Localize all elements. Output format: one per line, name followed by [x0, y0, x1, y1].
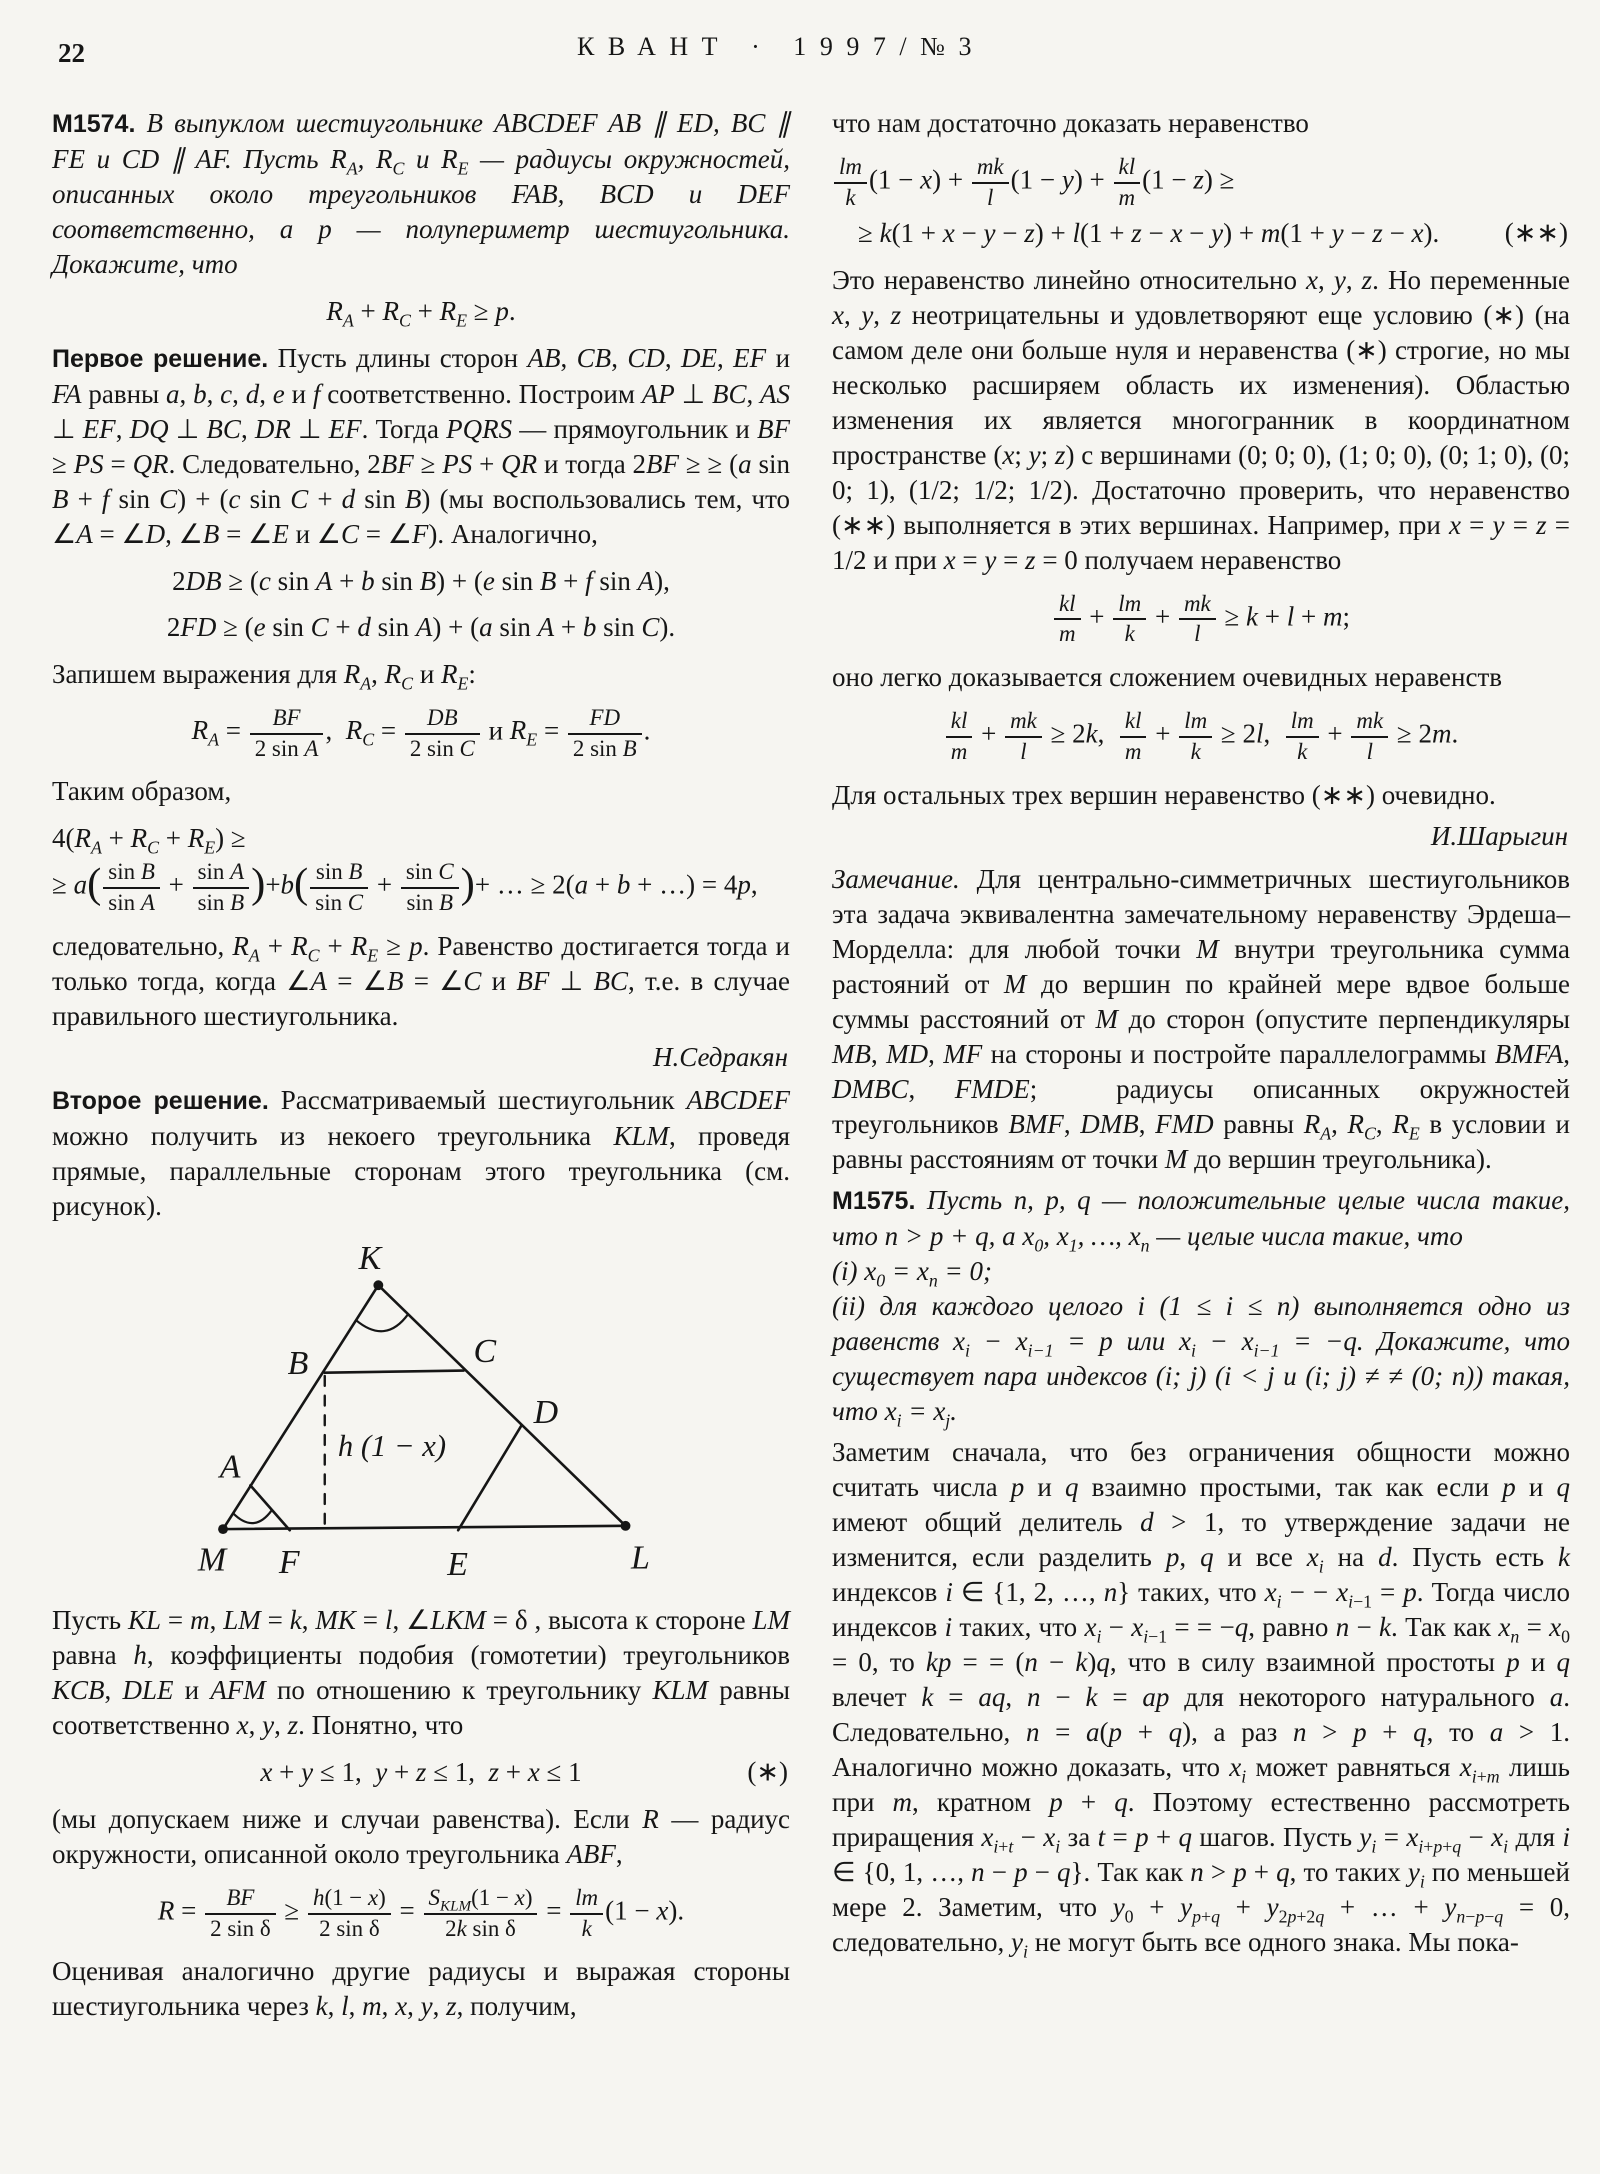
formula-2fd: 2FD ≥ (e sin C + d sin A) + (a sin A + b sin C).: [166, 611, 676, 642]
solution2-heading: Второе решение.: [52, 1086, 269, 1115]
label-B: B: [287, 1344, 309, 1382]
paragraph-ono-legko: оно легко доказывается сложением очевидных неравенств: [832, 662, 1503, 693]
solution1-heading: Первое решение.: [52, 344, 269, 373]
remark-label: Замечание.: [832, 863, 960, 894]
label-L: L: [631, 1539, 650, 1577]
author-signature-sharygin: И.Шарыгин: [1430, 820, 1568, 851]
formula-star-constraints: x + y ≤ 1, y + z ≤ 1, z + x ≤ 1 (∗): [260, 1756, 788, 1787]
journal-title: КВАНТ · 1997/№3: [577, 32, 985, 61]
paragraph-sledovatelno: следовательно, $R_A + R_C + R_E \ge p$. Равенство достигается тогда и только тогда, когда ∠A = ∠B = ∠C и BF ⊥ BC, т.е. в случае правильного шестиугольника.: [52, 930, 791, 1031]
label-F: F: [278, 1543, 300, 1581]
formula-ineq-line1: $\frac{lm}{k}$ (1 − x) + $\frac{mk}{l}$ (1 − y) + $\frac{kl}{m}$ (1 − z) ≥: [832, 154, 1570, 211]
formula-three-inequalities: $\frac{kl}{m}$ + $\frac{mk}{l}$ ≥ 2k, $\frac{kl}{m}$ + $\frac{lm}{k}$ ≥ 2l, $\frac{lm}{k}$ + $\frac{mk}{l}$ ≥ 2m.: [832, 708, 1570, 765]
problem-m1575-statement: М1575. Пусть n, p, q — положительные целые числа такие, что n > p + q, а $x_0$, $x_1$, …, $x_n$ — целые числа такие, что (i) $x_0 = x_n = 0$; (ii) для каждого целого i (1 ≤ i ≤ n) выполняется одно из равенств $x_i - x_{i-1} = p$ или $x_i - x_{i-1} = -q$. Докажите, что существует пара индексов (i; j) (i < j и (i; j) ≠ ≠ (0; n)) такая, что $x_i = x_j$.: [832, 1184, 1571, 1431]
problem-m1575-label: М1575.: [832, 1186, 916, 1215]
formula-radii: $R_A$ = $\frac{BF}{\text{2 sin A}}$ , $R_C$ = $\frac{DB}{\text{2 sin C}}$ и $R_E$ = $\frac{FD}{\text{2 sin B}}$ .: [191, 704, 651, 761]
label-C: C: [473, 1332, 497, 1370]
author-signature-sedrakyan: Н.Седракян: [653, 1041, 788, 1072]
solution1-paragraph: Первое решение. Пусть длины сторон AB, CB, CD, DE, EF и FA равны a, b, c, d, e и f соответственно. Построим AP ⊥ BC, AS ⊥ EF, DQ ⊥ BC, DR ⊥ EF. Тогда PQRS — прямоугольник и BF ≥ PS = QR. Следовательно, 2BF ≥ PS + QR и тогда 2BF ≥ ≥ (a sin B + f sin C) + (c sin C + d sin B) (мы воспользовались тем, что ∠A = ∠D, ∠B = ∠E и ∠C = ∠F). Аналогично,: [52, 342, 791, 549]
label-A: A: [219, 1448, 241, 1486]
triangle-figure: [52, 1236, 790, 1595]
formula-4r-line1: $4(R_A + R_C + R_E)$ ≥: [52, 823, 246, 858]
right-column: [832, 106, 1570, 2024]
two-column-layout: [52, 106, 1570, 2024]
formula-klm-sum: $\frac{kl}{m}$ + $\frac{lm}{k}$ + $\frac{mk}{l}$ ≥ k + l + m;: [832, 591, 1570, 648]
page-number: 22: [58, 38, 85, 68]
vertex-dots: [218, 1280, 630, 1534]
formula-circumradius-R: R = $\frac{BF}{\text{2 sin δ}}$ ≥ $\frac{h(1 - x)}{\text{2 sin δ}}$ = $S_{KLM}(1 - x)$ 2k sin δ = $\frac{lm}{k}$ (1 − x).: [157, 1884, 685, 1941]
angle-arcs: [233, 1314, 408, 1523]
paragraph-dopuskaem: (мы допускаем ниже и случаи равенства). Если R — радиус окружности, описанной около треугольника ABF,: [52, 1803, 790, 1869]
formula-4r-line2: ≥ a( $\frac{\text{sin B}}{\text{sin A}}$ + $\frac{\text{sin A}}{\text{sin B}}$ )+b( $\frac{\text{sin B}}{\text{sin C}}$ + $\frac{\text{sin C}}{\text{sin B}}$ )+ … ≥ 2(a + b + …) = 4p,: [52, 859, 758, 916]
problem-m1574-label: М1574.: [52, 110, 136, 138]
paragraph-ocenivaya: Оценивая аналогично другие радиусы и выражая стороны шестиугольника через k, l, m, x, y, z, получим,: [52, 1956, 790, 2022]
remark-paragraph: Замечание. Для центрально-симметричных шестиугольников эта задача эквивалентна замечательному неравенству Эрдеша–Морделла: для любой точки M внутри треугольника сумма растояний от M до вершин по крайней мере вдвое больше суммы расстояний от M до сторон (опустите перпендикуляры MB, MD, MF на стороны и постройте параллелограммы BMFA, DMBC, FMDE; радиусы описанных окружностей треугольников BMF, DMB, FMD равны $R_A$, $R_C$, $R_E$ в условии и равны расстояниям от точки M до вершин треугольника).: [832, 863, 1571, 1174]
formula-double-star-tag: (∗∗): [1504, 217, 1568, 248]
label-D: D: [533, 1393, 559, 1431]
paragraph-intro-right: что нам достаточно доказать неравенство: [832, 108, 1309, 138]
paragraph-pust-klm: Пусть KL = m, LM = k, MK = l, ∠LKM = δ , высота к стороне LM равна h, коэффициенты подобия (гомотетии) треугольников KCB, DLE и AFM по отношению к треугольнику KLM равны соответственно x, y, z. Понятно, что: [52, 1604, 791, 1740]
label-K: K: [358, 1239, 382, 1277]
figure-labels: [197, 1240, 650, 1583]
formula-ineq-line2: ≥ k(1 + x − y − z) + l(1 + z − x − y) + m(1 + y − z − x). (∗∗): [858, 217, 1568, 248]
triangle-diagram-svg: [180, 1236, 662, 1586]
solution2-paragraph: Второе решение. Рассматриваемый шестиугольник ABCDEF можно получить из некоего треугольника KLM, проведя прямые, параллельные сторонам этого треугольника (см. рисунок).: [52, 1084, 791, 1221]
page-header: [52, 24, 1570, 84]
formula-star-tag: (∗): [747, 1756, 788, 1787]
paragraph-eto-neravenstvo: Это неравенство линейно относительно x, y, z. Но переменные x, y, z неотрицательны и удовлетворяют еще условию (∗) (на самом деле они больше нуля и неравенства (∗) строгие, но мы несколько расширяем область их изменения). Областью изменения их является многогранник в координатном пространстве (x; y; z) с вершинами (0; 0; 0), (1; 0; 0), (0; 1; 0), (0; 0; 1), (1/2; 1/2; 1/2). Достаточно проверить, что неравенство (∗∗) выполняется в этих вершинах. Например, при x = y = z = 1/2 и при x = y = z = 0 получаем неравенство: [832, 264, 1571, 575]
paragraph-dlya-ostalnyh: Для остальных трех вершин неравенство (∗∗) очевидно.: [832, 779, 1496, 810]
triangle-lines: [223, 1285, 626, 1530]
label-E: E: [447, 1545, 468, 1583]
label-M: M: [197, 1541, 227, 1579]
formula-2db: 2DB ≥ (c sin A + b sin B) + (e sin B + f sin A),: [172, 565, 670, 596]
left-column: [52, 106, 790, 2024]
label-height: h (1 − x): [337, 1428, 447, 1463]
formula-main-inequality: $R_A + R_C + R_E \ge p$.: [326, 296, 516, 331]
paragraph-zapishem: Запишем выражения для $R_A$, $R_C$ и $R_E$:: [52, 658, 476, 694]
paragraph-zametim: Заметим сначала, что без ограничения общности можно считать числа p и q взаимно простыми, так как если p и q имеют общий делитель d > 1, то утверждение задачи не изменится, если разделить p, q и все $x_i$ на d. Пусть есть k индексов i ∈ {1, 2, …, n} таких, что $x_i$ − − $x_{i-1} = p$. Тогда число индексов i таких, что $x_i - x_{i-1}$ = = −q, равно n − k. Так как $x_n = x_0 = 0$, то kp = = (n − k)q, что в силу взаимной простоты p и q влечет k = aq, n − k = ap для некоторого натурального a. Следовательно, n = a(p + q), а раз n > p + q, то a > 1. Аналогично можно доказать, что $x_i$ может равняться $x_{i+m}$ лишь при m, кратном p + q. Поэтому естественно рассмотреть приращения $x_{i+t} - x_i$ за t = p + q шагов. Пусть $y_i = x_{i+p+q} - x_i$ для i ∈ {0, 1, …, n − p − q}. Так как n > p + q, то таких $y_i$ по меньшей мере 2. Заметим, что $y_0 + y_{p+q} + y_{2p+2q}$ + … + $y_{n-p-q} = 0$, следовательно, $y_i$ не могут быть все одного знака. Мы пока-: [832, 1436, 1571, 1962]
problem-m1574-statement: М1574. В выпуклом шестиугольнике ABCDEF AB ∥ ED, BC ∥ FE и CD ∥ AF. Пусть $R_A$, $R_C$ и $R_E$ — радиусы окружностей, описанных около треугольников FAB, BCD и DEF соответственно, а p — полупериметр шестиугольника. Докажите, что: [52, 108, 791, 279]
paragraph-takim-obrazom: Таким образом,: [52, 776, 232, 807]
